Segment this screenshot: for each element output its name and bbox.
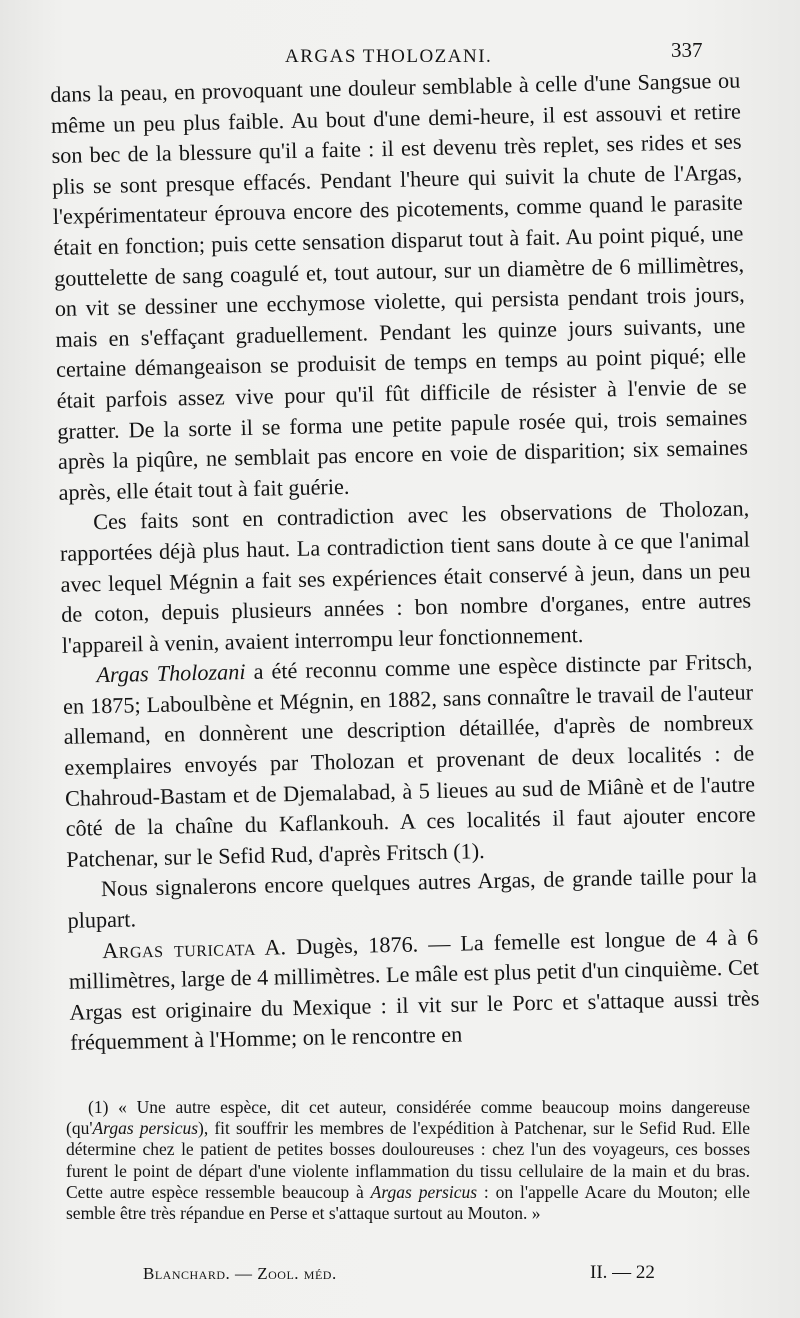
footnote (66, 1097, 750, 1224)
species-heading: Argas turicata (101, 934, 256, 963)
paragraph-2: Ces faits sont en contradiction avec les observations de Tholozan, rapportées déjà plus haut. La contradiction tient sans doute à ce que l'animal avec lequel Mégnin a fait ses expériences était conservé à jeun, dans un peu de coton, depuis plusieurs années : bon nombre d'organes, entre autres l'appareil à venin, avaient interrompu leur fonctionnement. (59, 495, 752, 658)
paragraph-5 (68, 922, 760, 1059)
page-footer (0, 1262, 800, 1292)
paragraph-3 (62, 647, 756, 876)
species-name: Argas Tholozani (96, 659, 246, 688)
footer-author: Blanchard. — Zool. méd. (143, 1264, 337, 1283)
running-head: ARGAS THOLOZANI. (285, 46, 493, 67)
footnote-1 (66, 1097, 750, 1224)
footnote-text-3: : on l'appelle Acare du Mouton; elle semble être très répandue en Perse et s'attaque surtout au Mouton. » (66, 1181, 750, 1224)
paragraph-3-text: a été reconnu comme une espèce distincte par Fritsch, en 1875; Laboulbène et Mégnin, en 1882, sans connaître le travail de l'auteur allemand, en donnèrent une description détaillée, d'après de nombreux exemplaires envoyés par Tholozan et provenant de deux localités : de Chahroud-Bastam et de Djemalabad, à 5 lieues au sud de Miânè et de l'autre côté de la chaîne du Kaflankouh. A ces localités il faut ajouter encore Patchenar, sur le Sefid Rud, d'après Fritsch (1). (62, 648, 756, 872)
paragraph-5-text: A. Dugès, 1876. — La femelle est longue de 4 à 6 millimètres, large de 4 millimètres. Le mâle est plus petit d'un cinquième. Cet Argas est originaire du Mexique : il vit sur le Porc et s'attaque aussi très fréquemment à l'Homme; on le rencontre en (68, 923, 760, 1056)
footer-signature: II. — 22 (590, 1262, 655, 1283)
paragraph-4: Nous signalerons encore quelques autres Argas, de grande taille pour la plupart. (67, 862, 758, 933)
paragraph-1: dans la peau, en provoquant une douleur semblable à celle d'une Sangsue ou même un peu plus faible. Au bout d'une demi-heure, il est assouvi et retire son bec de la blessure qu'il a faite : il est devenu très replet, ses rides et ses plis se sont presque effacés. Pendant l'heure qui suivit la chute de l'Argas, l'expérimentateur éprouva encore des picotements, comme quand le parasite était en fonction; puis cette sensation disparut tout à fait. Au point piqué, une gouttelette de sang coagulé et, tout autour, sur un diamètre de 6 millimètres, on vit se dessiner une ecchymose violette, qui persista pendant trois jours, mais en s'effaçant graduellement. Pendant les quinze jours suivants, une certaine démangeaison se produisit de temps en temps au point piqué; elle était parfois assez vive pour qu'il fût difficile de résister à l'envie de se gratter. De la sorte il se forma une petite papule rosée qui, trois semaines après la piqûre, ne semblait pas encore en voie de disparition; six semaines après, elle était tout à fait guérie. (50, 67, 749, 505)
page-header (0, 30, 800, 70)
page-number: 337 (671, 38, 703, 62)
footnote-italic-1: Argas persicus (92, 1118, 199, 1139)
footnote-text-2: ), fit souffrir les membres de l'expédition à Patchenar, sur le Sefid Rud. Elle détermine chez le patient de petites bosses douloureuses : chez l'un des voyageurs, ces bosses furent le point de départ d'une violente inflammation du tissu cellulaire de la main et du bras. Cette autre espèce ressemble beaucoup à (66, 1118, 750, 1202)
main-text (50, 66, 760, 1059)
footnote-italic-2: Argas persicus (370, 1181, 478, 1202)
footnote-text-1: (1) « Une autre espèce, dit cet auteur, considérée comme beaucoup moins dangereuse (qu' (66, 1097, 750, 1139)
